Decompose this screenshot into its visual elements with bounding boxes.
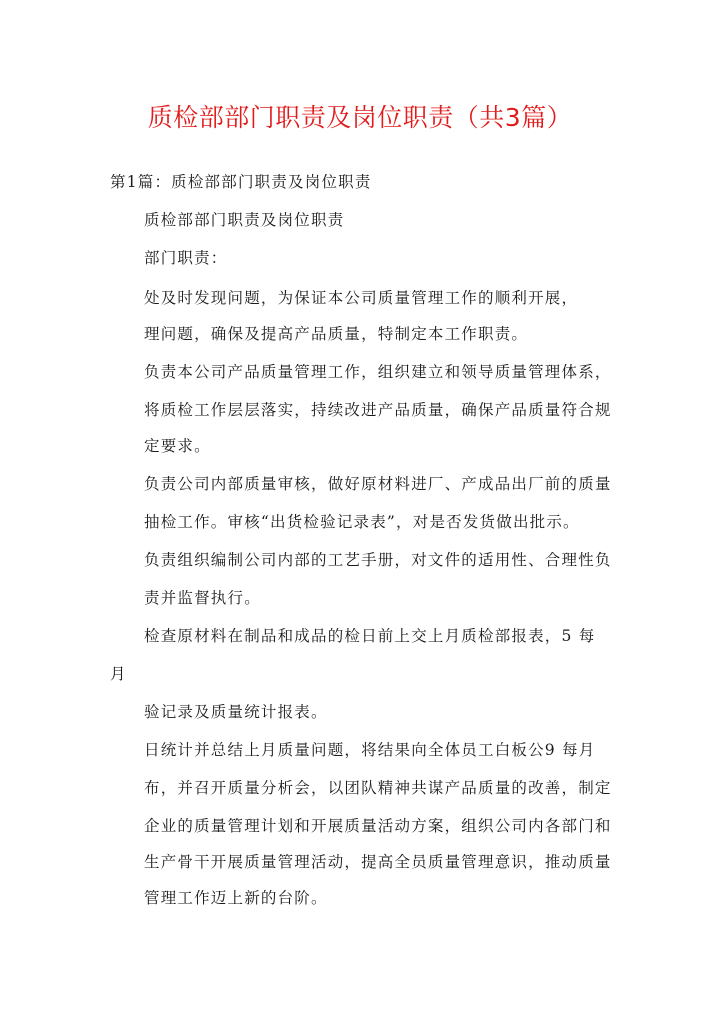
paragraph-line: 部门职责： xyxy=(144,249,228,267)
paragraph-line: 布，并召开质量分析会，以团队精神共谋产品质量的改善，制定 xyxy=(144,779,612,797)
paragraph-line: 责并监督执行。 xyxy=(144,589,261,607)
paragraph-line: 理问题，确保及提高产品质量，特制定本工作职责。 xyxy=(144,325,529,343)
paragraph-line: 处及时发现问题，为保证本公司质量管理工作的顺利开展， xyxy=(144,289,579,307)
paragraph-line: 负责组织编制公司内部的工艺手册，对文件的适用性、合理性负 xyxy=(144,551,612,569)
paragraph-line: 日统计并总结上月质量问题，将结果向全体员工白板公9 每月 xyxy=(144,741,596,759)
paragraph-line: 将质检工作层层落实，持续改进产品质量，确保产品质量符合规 xyxy=(144,401,612,419)
paragraph-line: 检查原材料在制品和成品的检日前上交上月质检部报表，5 每 xyxy=(144,627,596,645)
paragraph-line: 负责本公司产品质量管理工作，组织建立和领导质量管理体系， xyxy=(144,363,612,381)
section-heading: 第1篇：质检部部门职责及岗位职责 xyxy=(110,173,372,191)
subheading: 质检部部门职责及岗位职责 xyxy=(144,211,345,229)
document-title: 质检部部门职责及岗位职责（共3篇） xyxy=(147,103,573,132)
paragraph-line: 验记录及质量统计报表。 xyxy=(144,703,328,721)
paragraph-line: 抽检工作。审核“出货检验记录表”，对是否发货做出批示。 xyxy=(144,513,580,531)
paragraph-line: 定要求。 xyxy=(144,437,211,455)
paragraph-line: 管理工作迈上新的台阶。 xyxy=(144,889,328,907)
paragraph-line: 月 xyxy=(110,665,127,683)
paragraph-line: 企业的质量管理计划和开展质量活动方案，组织公司内各部门和 xyxy=(144,817,612,835)
paragraph-line: 生产骨干开展质量管理活动，提高全员质量管理意识，推动质量 xyxy=(144,853,612,871)
paragraph-line: 负责公司内部质量审核，做好原材料进厂、产成品出厂前的质量 xyxy=(144,475,612,493)
